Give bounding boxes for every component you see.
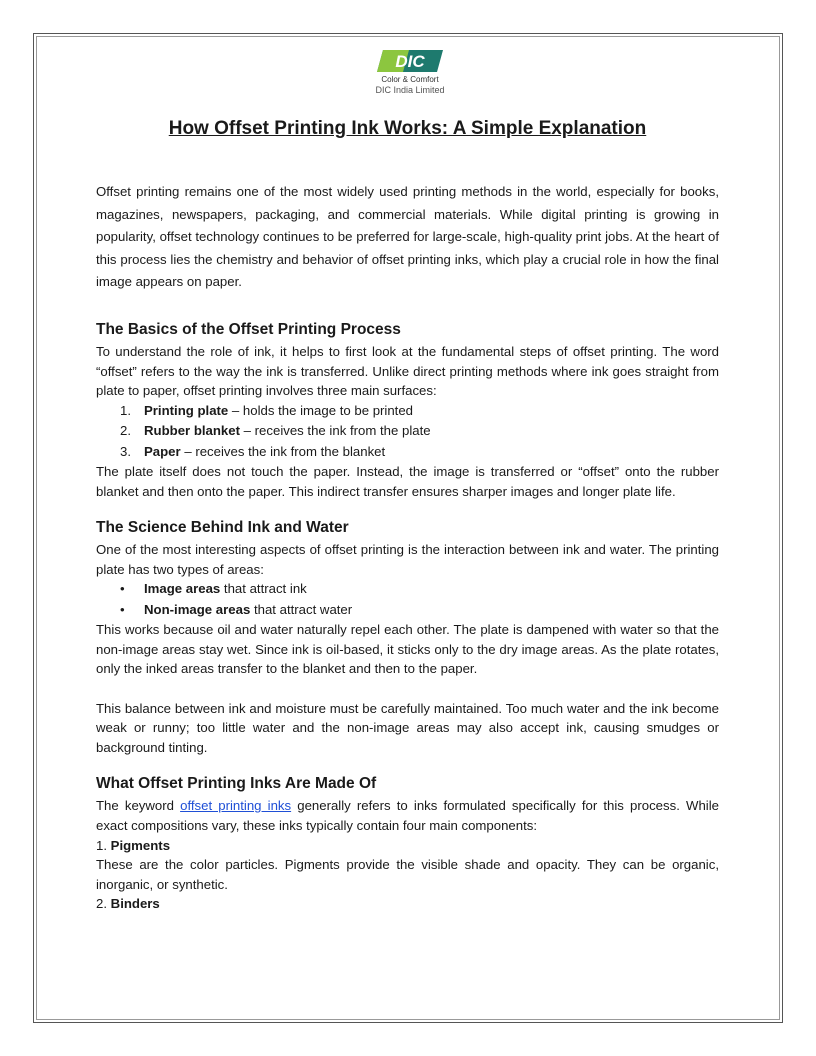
logo-tagline: Color & Comfort xyxy=(381,75,439,84)
pigments-paragraph: These are the color particles. Pigments provide the visible shade and opacity. They can be organic, inorganic, or synthetic. xyxy=(96,857,719,892)
list-item: 3. Paper – receives the ink from the blanket xyxy=(120,443,386,459)
section-heading-science: The Science Behind Ink and Water xyxy=(96,519,349,537)
science-paragraph-1: One of the most interesting aspects of offset printing is the interaction between ink and water. The printing plate has two types of areas: xyxy=(96,542,719,577)
list-item: • Image areas that attract ink xyxy=(96,579,719,599)
component-heading-pigments: 1. Pigments xyxy=(96,837,171,853)
logo-company-name: DIC India Limited xyxy=(375,85,445,95)
bullet-icon: • xyxy=(120,601,125,617)
surfaces-list xyxy=(96,401,719,462)
section-heading-composition: What Offset Printing Inks Are Made Of xyxy=(96,775,377,793)
company-logo xyxy=(362,48,458,95)
basics-paragraph-1: To understand the role of ink, it helps to first look at the fundamental steps of offset printing. The word “offset” refers to the way the ink is transferred. Unlike direct printing methods where ink goes straight from plate to paper, offset printing involves three main surfaces: xyxy=(96,343,719,399)
intro-paragraph: Offset printing remains one of the most widely used printing methods in the world, especially for books, magazines, newspapers, packaging, and commercial materials. While digital printing is growing in popularity, offset technology continues to be preferred for large-scale, high-quality print jobs. At the heart of this process lies the chemistry and behavior of offset printing inks, which play a crucial role in how the final image appears on paper. xyxy=(96,184,719,290)
areas-list xyxy=(96,579,719,620)
composition-paragraph-1: The keyword offset printing inks generally refers to inks formulated specifically for this process. While exact compositions vary, these inks typically contain four main components: xyxy=(96,798,719,833)
list-item: 2. Rubber blanket – receives the ink from the plate xyxy=(120,423,431,439)
logo-mark-text: DIC xyxy=(395,52,425,71)
list-item: 1. Printing plate – holds the image to be printed xyxy=(120,402,414,418)
component-heading-binders: 2. Binders xyxy=(96,896,160,912)
science-paragraph-2: This works because oil and water naturally repel each other. The plate is dampened with water so that the non-image areas stay wet. Since ink is oil-based, it sticks only to the dry image areas. As the plate rotates, only the inked areas transfer to the blanket and then to the paper. xyxy=(96,622,719,677)
document-body xyxy=(96,115,719,914)
page-title: How Offset Printing Ink Works: A Simple Explanation xyxy=(168,118,647,139)
bullet-icon: • xyxy=(120,581,125,597)
dic-logo-mark xyxy=(375,48,445,74)
science-paragraph-3: This balance between ink and moisture must be carefully maintained. Too much water and the ink become weak or runny; too little water and the non-image areas may also accept ink, causing smudges or background tinting. xyxy=(96,700,719,755)
basics-paragraph-2: The plate itself does not touch the paper. Instead, the image is transferred or “offset” onto the rubber blanket and then onto the paper. This indirect transfer ensures sharper images and longer plate life. xyxy=(96,463,719,499)
section-heading-basics: The Basics of the Offset Printing Process xyxy=(96,320,401,338)
offset-printing-inks-link[interactable]: offset printing inks xyxy=(180,798,292,814)
list-item: • Non-image areas that attract water xyxy=(96,600,719,620)
